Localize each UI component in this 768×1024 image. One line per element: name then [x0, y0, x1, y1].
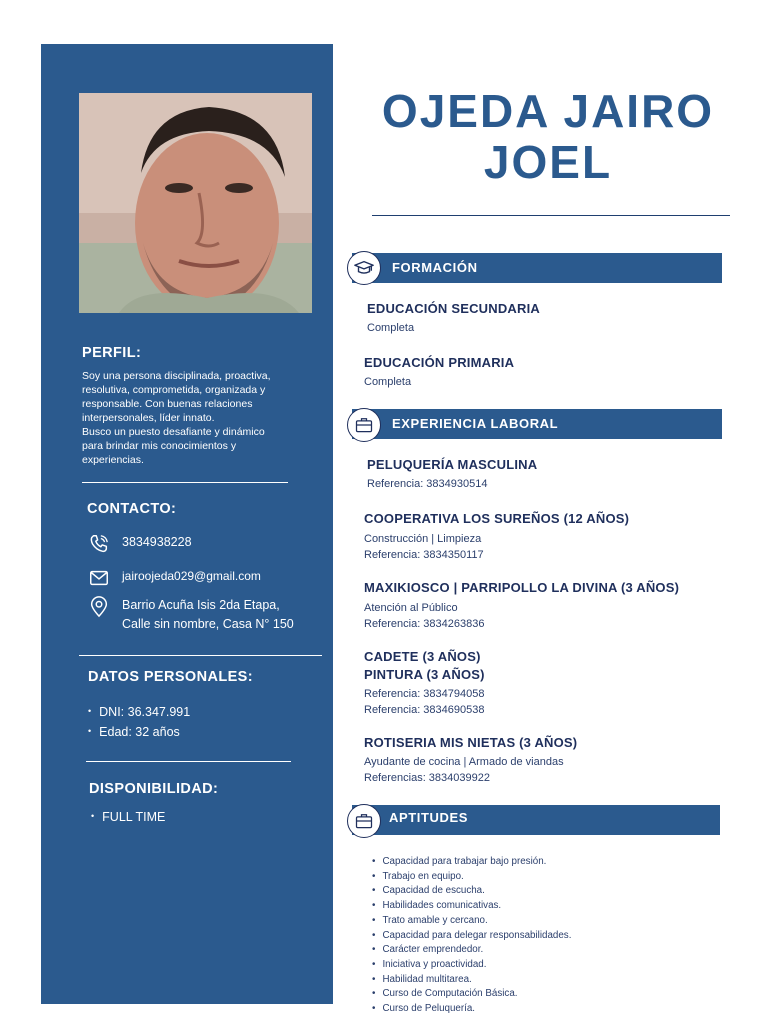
contact-phone [88, 533, 192, 555]
graduation-cap-icon [353, 257, 375, 279]
profile-line: interpersonales, líder innato. [82, 412, 215, 424]
education-title: FORMACIÓN [392, 260, 478, 275]
briefcase-icon [354, 415, 374, 435]
name-line: OJEDA JAIRO [381, 85, 715, 137]
experience-entry-title: MAXIKIOSCO | PARRIPOLLO LA DIVINA (3 AÑOS) [364, 580, 680, 595]
profile-line: Busco un puesto desafiante y dinámico [82, 426, 265, 438]
skills-list [372, 855, 571, 1017]
personal-data-list [88, 703, 190, 743]
experience-entry-detail: Referencia: 3834930514 [367, 478, 488, 490]
experience-entry-detail: Referencias: 3834039922 [364, 772, 490, 784]
experience-icon-badge [347, 408, 381, 442]
profile-text [82, 369, 312, 467]
education-entry-title: EDUCACIÓN PRIMARIA [364, 355, 515, 370]
availability-list [91, 808, 165, 828]
education-entry-detail: Completa [364, 376, 412, 388]
list-item: • Edad: 32 años [88, 723, 190, 743]
skills-icon-badge [347, 804, 381, 838]
education-header [352, 253, 722, 283]
experience-entry-detail: Referencia: 3834794058 [364, 688, 485, 700]
education-icon-badge [347, 251, 381, 285]
experience-entry-detail: Atención al Público [364, 602, 458, 614]
list-item: • Curso de Computación Básica. [372, 987, 571, 1002]
profile-photo [79, 93, 312, 313]
profile-line: experiencias. [82, 454, 144, 466]
list-item: • Capacidad de escucha. [372, 884, 571, 899]
name-line: JOEL [483, 136, 613, 188]
profile-line: para brindar mis conocimientos y [82, 440, 237, 452]
availability-title: DISPONIBILIDAD: [89, 781, 219, 797]
contact-title: CONTACTO: [87, 501, 177, 517]
education-entry-detail: Completa [367, 322, 415, 334]
experience-entry-title: COOPERATIVA LOS SUREÑOS (12 AÑOS) [364, 511, 630, 526]
skills-title: APTITUDES [389, 810, 469, 825]
envelope-icon [88, 567, 110, 589]
briefcase-icon [354, 811, 374, 831]
experience-entry-detail: Construcción | Limpieza [364, 533, 482, 545]
list-item: • FULL TIME [91, 808, 165, 828]
divider [86, 761, 291, 762]
phone-number[interactable]: 3834938228 [122, 535, 192, 549]
contact-address [88, 596, 294, 634]
list-item: • Habilidades comunicativas. [372, 899, 571, 914]
experience-entry-detail: Referencia: 3834263836 [364, 618, 485, 630]
email-address[interactable]: jairoojeda029@gmail.com [122, 569, 261, 583]
experience-entry-title: CADETE (3 AÑOS) [364, 649, 481, 664]
list-item: • Trato amable y cercano. [372, 914, 571, 929]
list-item: • Habilidad multitarea. [372, 973, 571, 988]
profile-line: resolutiva, comprometida, organizada y [82, 384, 266, 396]
divider [82, 482, 288, 483]
name-divider [372, 215, 730, 216]
personal-data-title: DATOS PERSONALES: [88, 669, 253, 685]
list-item: • Trabajo en equipo. [372, 870, 571, 885]
list-item: • Iniciativa y proactividad. [372, 958, 571, 973]
experience-entry-title: PINTURA (3 AÑOS) [364, 667, 485, 682]
list-item: • Capacidad para delegar responsabilidades. [372, 929, 571, 944]
contact-email [88, 567, 261, 589]
location-pin-icon [88, 596, 110, 618]
experience-entry-detail: Referencia: 3834690538 [364, 704, 485, 716]
address-line: Barrio Acuña Isis 2da Etapa, [122, 598, 280, 612]
experience-entry-detail: Ayudante de cocina | Armado de viandas [364, 756, 564, 768]
experience-entry-title: ROTISERIA MIS NIETAS (3 AÑOS) [364, 735, 578, 750]
profile-line: responsable. Con buenas relaciones [82, 398, 253, 410]
experience-entry-title: PELUQUERÍA MASCULINA [367, 457, 538, 472]
experience-entry-detail: Referencia: 3834350117 [364, 549, 484, 561]
phone-icon [88, 533, 110, 555]
list-item: • DNI: 36.347.991 [88, 703, 190, 723]
skills-header [352, 805, 720, 835]
address-line: Calle sin nombre, Casa N° 150 [122, 617, 294, 631]
profile-line: Soy una persona disciplinada, proactiva, [82, 370, 271, 382]
address-text [122, 596, 294, 634]
list-item: • Carácter emprendedor. [372, 943, 571, 958]
education-entry-title: EDUCACIÓN SECUNDARIA [367, 301, 541, 316]
list-item: • Capacidad para trabajar bajo presión. [372, 855, 571, 870]
divider [79, 655, 322, 656]
full-name [362, 86, 734, 188]
experience-header [352, 409, 722, 439]
profile-title: PERFIL: [82, 345, 142, 361]
experience-title: EXPERIENCIA LABORAL [392, 416, 559, 431]
list-item: • Curso de Peluquería. [372, 1002, 571, 1017]
